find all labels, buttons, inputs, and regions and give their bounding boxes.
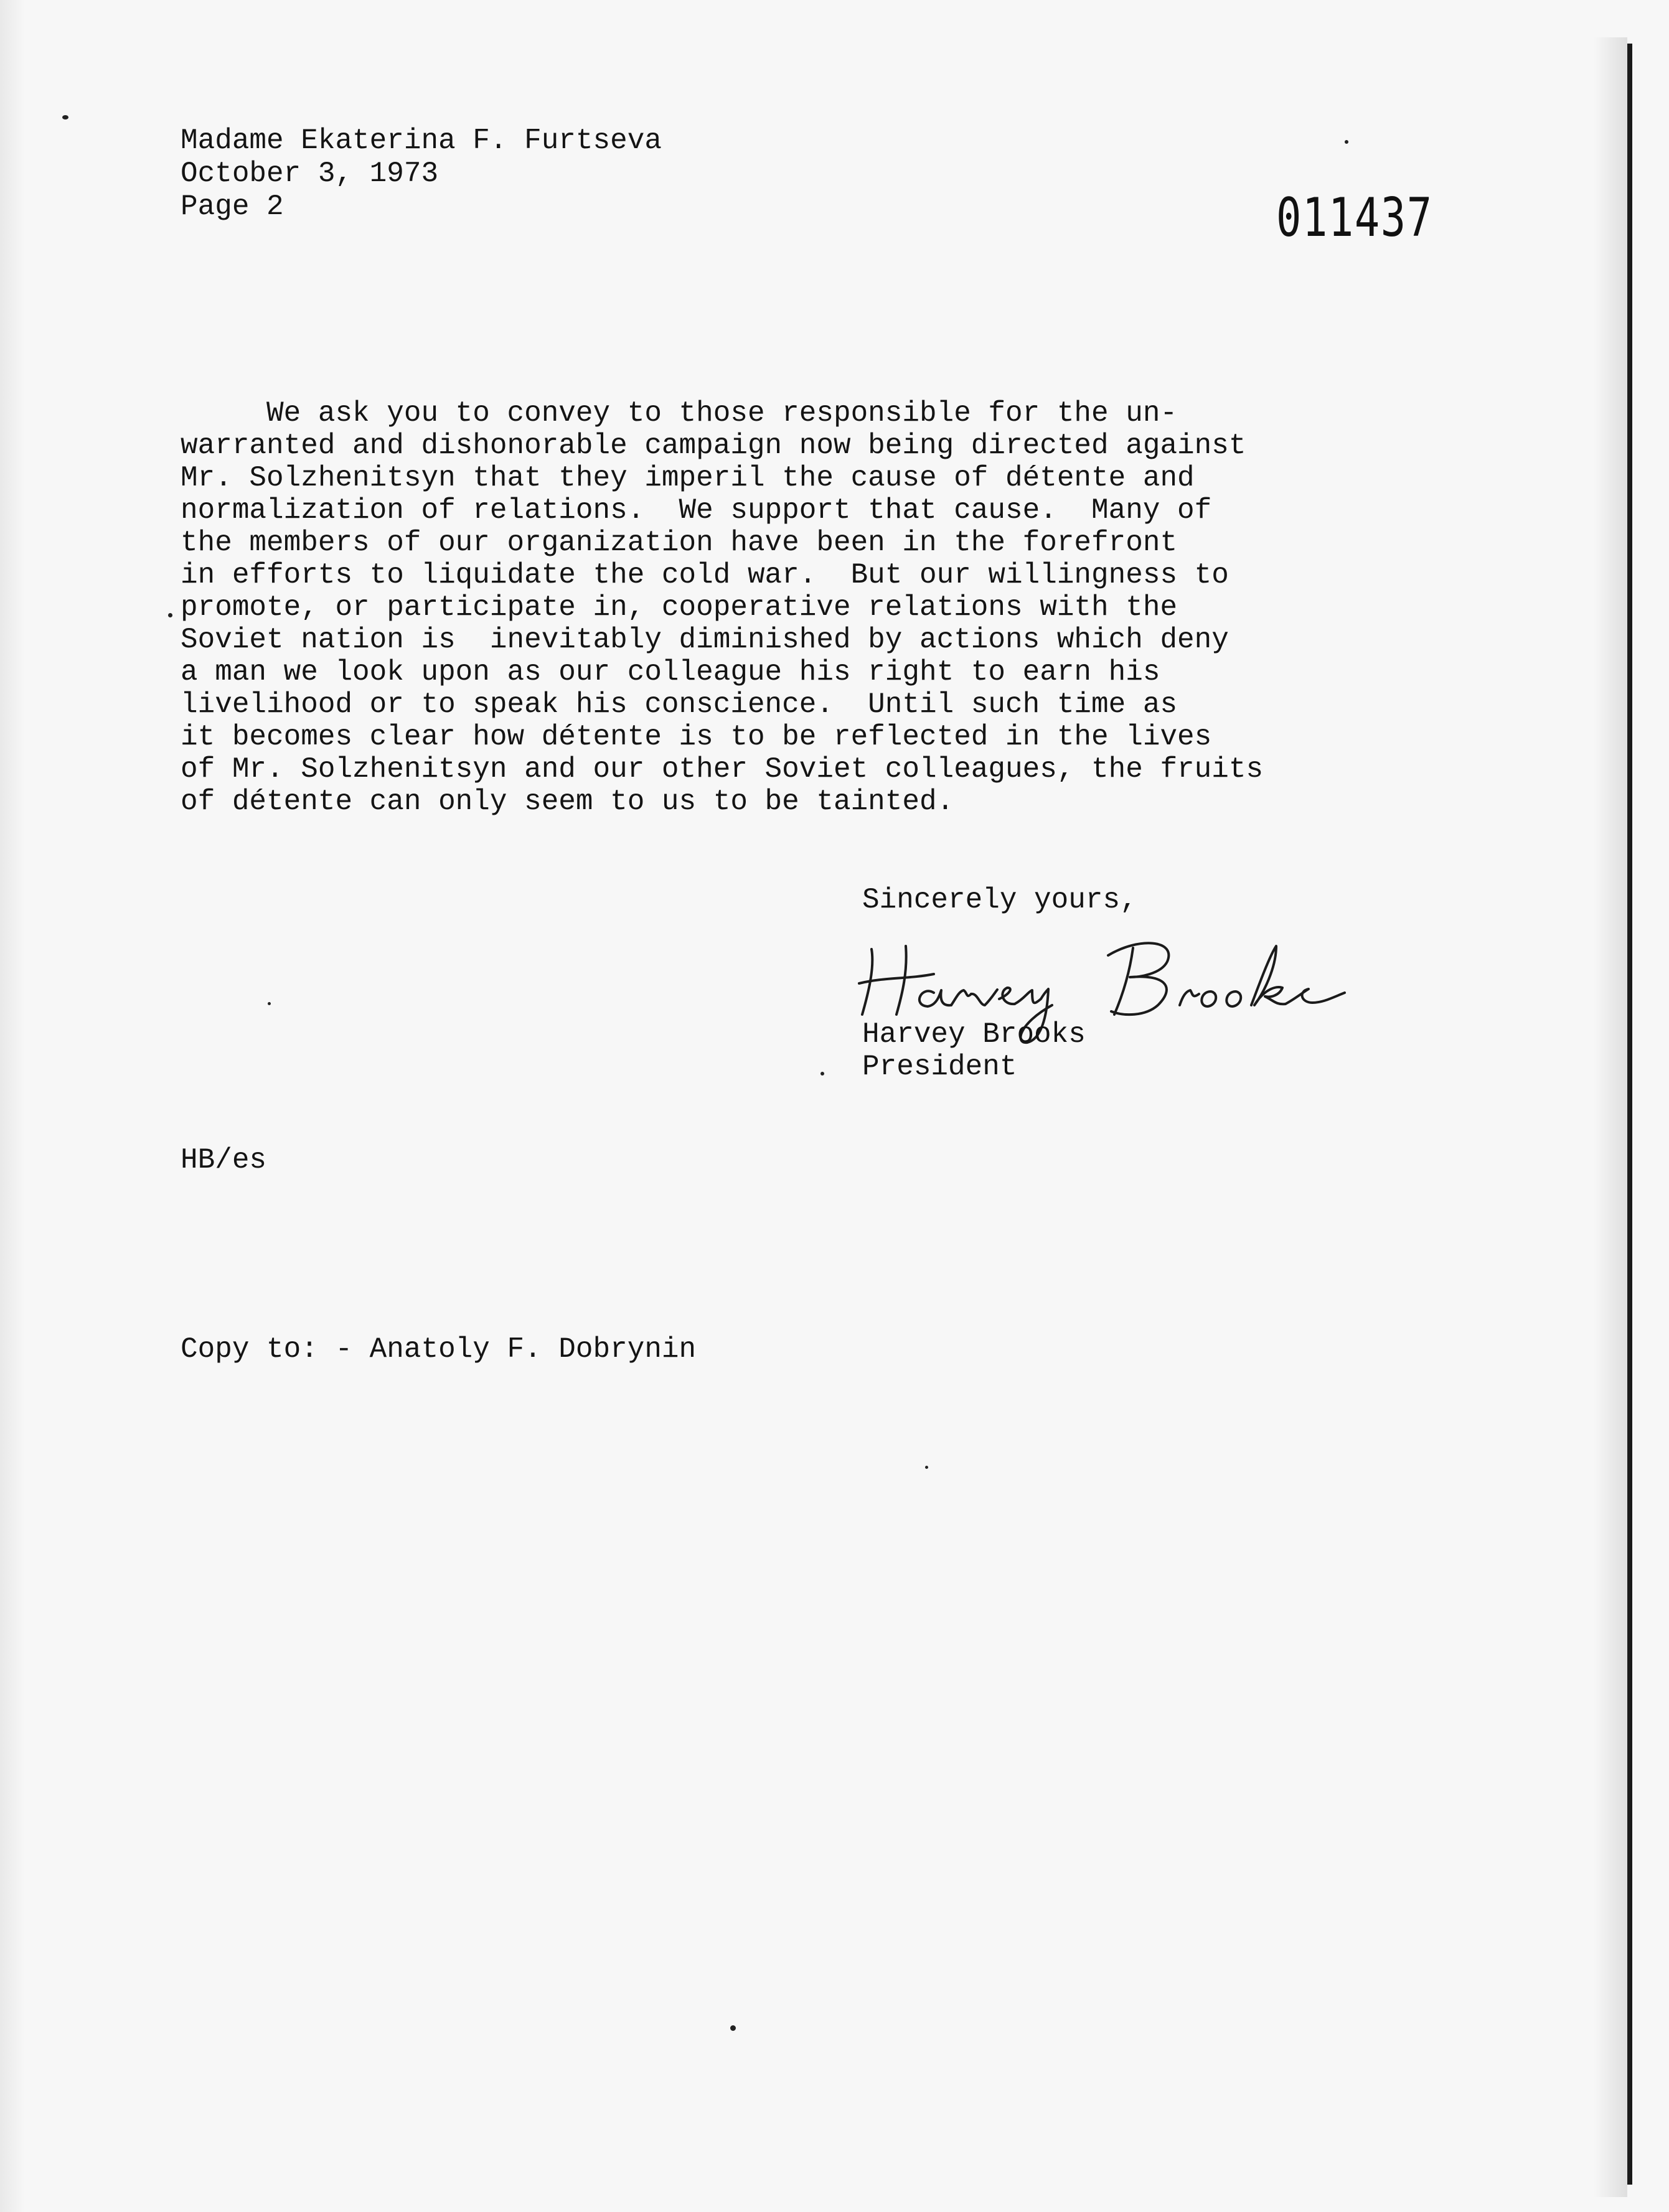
date-line: October 3, 1973	[181, 157, 439, 190]
scan-speck	[820, 1072, 824, 1076]
body-line: a man we look upon as our colleague his right to earn his	[181, 656, 1160, 688]
page-number-line: Page 2	[181, 190, 284, 223]
scan-speck	[730, 2025, 736, 2031]
scan-right-edge	[1627, 44, 1632, 2185]
body-line: of détente can only seem to us to be tainted.	[181, 785, 954, 818]
scan-speck	[168, 613, 172, 617]
body-line: livelihood or to speak his conscience. Until such time as	[181, 688, 1178, 721]
signer-name: Harvey Brooks	[862, 1018, 1086, 1051]
body-line: the members of our organization have been in the forefront	[181, 527, 1178, 559]
copy-to-line: Copy to: - Anatoly F. Dobrynin	[181, 1333, 697, 1366]
scan-speck	[268, 1002, 271, 1005]
signer-title: President	[862, 1051, 1017, 1083]
body-line: Soviet nation is inevitably diminished by actions which deny	[181, 624, 1229, 656]
typist-initials: HB/es	[181, 1144, 267, 1176]
scan-speck	[1345, 140, 1348, 144]
scan-right-shadow	[1594, 37, 1627, 2197]
scan-left-shadow	[0, 0, 25, 2212]
body-line: normalization of relations. We support that cause. Many of	[181, 494, 1212, 527]
body-line: We ask you to convey to those responsible for the un-	[181, 397, 1178, 429]
body-line: warranted and dishonorable campaign now being directed against	[181, 429, 1246, 462]
closing-salutation: Sincerely yours,	[862, 884, 1137, 916]
body-line: it becomes clear how détente is to be reflected in the lives	[181, 721, 1212, 753]
recipient-line: Madame Ekaterina F. Furtseva	[181, 124, 662, 157]
body-line: promote, or participate in, cooperative relations with the	[181, 591, 1178, 624]
document-number-stamp: 011437	[1276, 187, 1433, 249]
body-line: Mr. Solzhenitsyn that they imperil the cause of détente and	[181, 462, 1195, 494]
body-line: in efforts to liquidate the cold war. But our willingness to	[181, 559, 1229, 591]
scan-speck	[925, 1466, 928, 1469]
scan-speck	[62, 115, 68, 120]
body-line: of Mr. Solzhenitsyn and our other Soviet colleagues, the fruits	[181, 753, 1264, 785]
